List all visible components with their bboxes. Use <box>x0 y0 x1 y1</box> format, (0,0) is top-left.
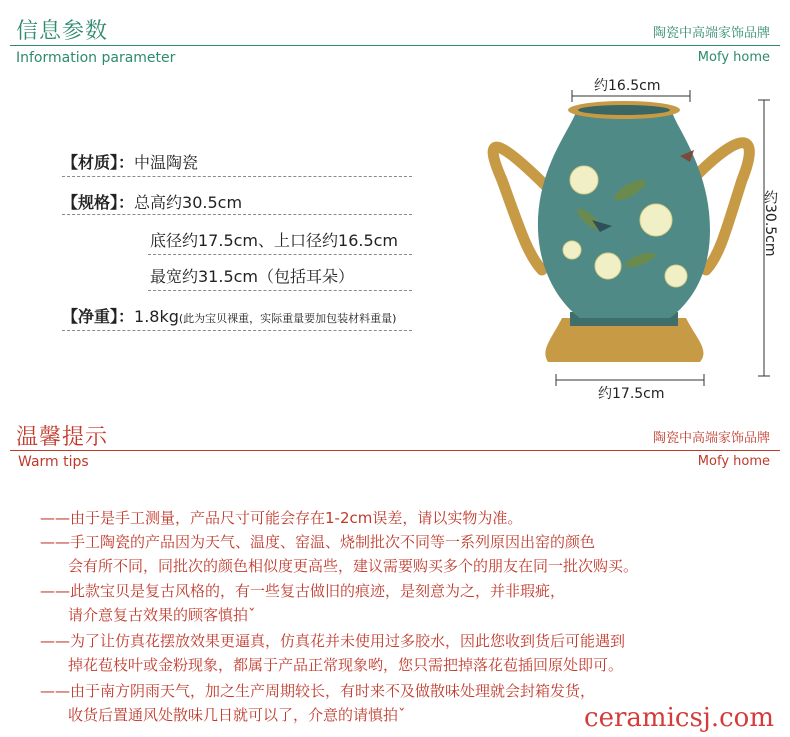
spec-divider <box>62 330 412 331</box>
spec-material-label: 【材质】： <box>62 153 135 172</box>
spec-divider <box>62 176 412 177</box>
tip-line: ——由于是手工测量，产品尺寸可能会存在1-2cm误差，请以实物为准。 <box>40 509 523 527</box>
spec-material <box>62 150 198 173</box>
spec-size-line3: 最宽约31.5cm（包括耳朵） <box>150 267 355 286</box>
tips-divider <box>10 450 780 451</box>
vase-image <box>480 70 780 400</box>
tip-line: 收货后置通风处散味几日就可以了，介意的请慎拍ˇ <box>68 706 406 724</box>
spec-weight <box>62 304 396 327</box>
tip-line: ——由于南方阴雨天气，加之生产周期较长，有时来不及做散味处理就会封箱发货， <box>40 682 596 700</box>
dimension-top: 约16.5cm <box>594 78 661 94</box>
tip-line: ——为了让仿真花摆放效果更逼真，仿真花并未使用过多胶水，因此您收到货后可能遇到 <box>40 632 626 650</box>
spec-material-value: 中温陶瓷 <box>134 153 199 172</box>
spec-weight-label: 【净重】： <box>62 307 135 326</box>
info-brand-cn: 陶瓷中高端家饰品牌 <box>652 26 770 41</box>
spec-size-line2: 底径约17.5cm、上口径约16.5cm <box>150 231 399 250</box>
info-subtitle: Information parameter <box>16 50 176 66</box>
spec-size <box>62 190 242 213</box>
tip-line: 会有所不同，同批次的颜色相似度更高些，建议需要购买多个的朋友在同一批次购买。 <box>68 557 639 575</box>
info-brand-en: Mofy home <box>697 50 770 65</box>
spec-size-label: 【规格】： <box>62 193 135 212</box>
spec-divider <box>148 290 412 291</box>
tip-line: 请介意复古效果的顾客慎拍ˇ <box>68 606 256 624</box>
spec-size-line1: 总高约30.5cm <box>134 193 243 212</box>
tip-line: ——此款宝贝是复古风格的，有一些复古做旧的痕迹，是刻意为之，并非瑕疵， <box>40 582 566 600</box>
info-divider <box>10 45 780 46</box>
spec-weight-value: 1.8kg <box>134 307 179 326</box>
watermark: ceramicsj.com <box>584 703 774 733</box>
tips-brand-cn: 陶瓷中高端家饰品牌 <box>652 431 770 446</box>
info-title: 信息参数 <box>16 19 109 44</box>
spec-weight-note: (此为宝贝裸重，实际重量要加包装材料重量) <box>178 312 397 325</box>
spec-divider <box>62 214 412 215</box>
tip-line: ——手工陶瓷的产品因为天气、温度、窑温、烧制批次不同等一系列原因出窑的颜色 <box>40 533 596 551</box>
tip-line: 掉花苞枝叶或金粉现象，都属于产品正常现象哟，您只需把掉落花苞插回原处即可。 <box>68 656 624 674</box>
dimension-bottom: 约17.5cm <box>598 386 665 402</box>
tips-subtitle: Warm tips <box>18 454 89 470</box>
dimension-height: 约30.5cm <box>762 190 778 257</box>
tips-brand-en: Mofy home <box>697 454 770 469</box>
spec-divider <box>148 254 412 255</box>
tips-title: 温馨提示 <box>16 425 109 450</box>
